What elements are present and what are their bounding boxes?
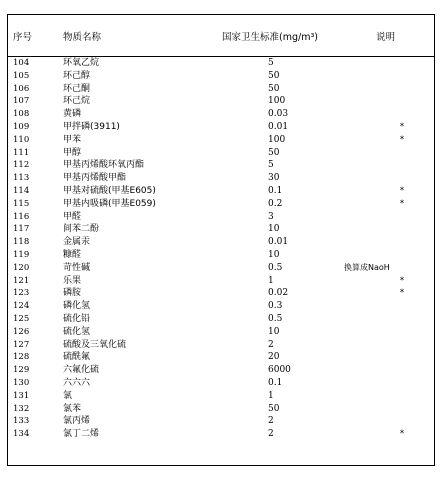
table-row bbox=[8, 313, 434, 326]
cell-substance-name: 甲基对硫酸(甲基E605) bbox=[63, 185, 156, 196]
table-row bbox=[8, 185, 434, 198]
cell-substance-name: 甲苯 bbox=[63, 134, 82, 145]
cell-serial-number: 126 bbox=[13, 326, 30, 337]
cell-standard-value: 1 bbox=[268, 275, 274, 286]
cell-note: * bbox=[399, 121, 405, 132]
cell-substance-name: 糠醛 bbox=[63, 249, 82, 260]
cell-substance-name: 氯苯 bbox=[63, 403, 82, 414]
cell-substance-name: 甲拌磷(3911) bbox=[63, 121, 120, 132]
cell-standard-value: 0.1 bbox=[268, 377, 283, 388]
table-row bbox=[8, 95, 434, 108]
cell-substance-name: 硫酰氟 bbox=[63, 352, 91, 363]
cell-standard-value: 5 bbox=[268, 58, 274, 68]
cell-standard-value: 0.01 bbox=[268, 121, 289, 132]
table-row bbox=[8, 262, 434, 275]
cell-standard-value: 0.03 bbox=[268, 109, 289, 120]
table-row bbox=[8, 159, 434, 172]
cell-note: * bbox=[399, 198, 405, 209]
cell-substance-name: 间苯二酚 bbox=[63, 224, 100, 235]
cell-standard-value: 50 bbox=[268, 70, 280, 81]
cell-substance-name: 甲醛 bbox=[63, 211, 82, 222]
cell-standard-value: 0.5 bbox=[268, 313, 283, 324]
header-notes: 说明 bbox=[376, 32, 396, 43]
cell-serial-number: 127 bbox=[13, 339, 30, 350]
cell-serial-number: 109 bbox=[13, 121, 30, 132]
table-row bbox=[8, 249, 434, 262]
table-row bbox=[8, 287, 434, 300]
cell-substance-name: 六氟化硫 bbox=[63, 365, 100, 376]
cell-serial-number: 111 bbox=[13, 147, 30, 158]
table-row bbox=[8, 390, 434, 403]
table-row bbox=[8, 364, 434, 377]
cell-note: * bbox=[399, 185, 405, 196]
table-row bbox=[8, 236, 434, 249]
cell-substance-name: 氯丙烯 bbox=[63, 416, 91, 427]
cell-substance-name: 六六六 bbox=[63, 377, 91, 388]
cell-standard-value: 0.2 bbox=[268, 198, 283, 209]
cell-substance-name: 环己酮 bbox=[63, 83, 91, 94]
cell-standard-value: 0.5 bbox=[268, 262, 283, 273]
cell-standard-value: 50 bbox=[268, 147, 280, 158]
cell-note: * bbox=[399, 275, 405, 286]
cell-substance-name: 苛性碱 bbox=[63, 262, 91, 273]
table-row bbox=[8, 83, 434, 96]
table-row bbox=[8, 108, 434, 121]
cell-serial-number: 124 bbox=[13, 301, 30, 312]
cell-substance-name: 环己醇 bbox=[63, 70, 91, 81]
cell-serial-number: 108 bbox=[13, 109, 30, 120]
cell-serial-number: 116 bbox=[13, 211, 30, 222]
cell-substance-name: 硫化氢 bbox=[63, 326, 91, 337]
table-row bbox=[8, 415, 434, 428]
table-header bbox=[8, 15, 434, 57]
header-substance-name: 物质名称 bbox=[63, 32, 102, 43]
cell-standard-value: 10 bbox=[268, 326, 280, 337]
cell-standard-value: 100 bbox=[268, 134, 286, 145]
cell-serial-number: 131 bbox=[13, 390, 30, 401]
cell-serial-number: 106 bbox=[13, 83, 30, 94]
cell-serial-number: 128 bbox=[13, 352, 30, 363]
table-row bbox=[8, 300, 434, 313]
table-row bbox=[8, 377, 434, 390]
table-row bbox=[8, 211, 434, 224]
table-row bbox=[8, 275, 434, 288]
table-row bbox=[8, 121, 434, 134]
cell-serial-number: 115 bbox=[13, 198, 30, 209]
cell-serial-number: 129 bbox=[13, 365, 30, 376]
cell-note: * bbox=[399, 134, 405, 145]
cell-standard-value: 0.3 bbox=[268, 301, 283, 312]
cell-substance-name: 甲基内吸磷(甲基E059) bbox=[63, 198, 156, 209]
cell-substance-name: 氯 bbox=[63, 390, 73, 401]
table-row bbox=[8, 147, 434, 160]
table-row bbox=[8, 403, 434, 416]
cell-standard-value: 10 bbox=[268, 249, 280, 260]
table-row bbox=[8, 326, 434, 339]
cell-substance-name: 硫酸及三氧化硫 bbox=[63, 339, 127, 350]
cell-substance-name: 甲基丙烯酸环氧丙酯 bbox=[63, 160, 145, 171]
cell-serial-number: 117 bbox=[13, 224, 30, 235]
cell-note: * bbox=[399, 429, 405, 440]
cell-serial-number: 123 bbox=[13, 288, 30, 299]
table-row bbox=[8, 428, 434, 441]
table-row bbox=[8, 70, 434, 83]
cell-serial-number: 125 bbox=[13, 313, 30, 324]
cell-substance-name: 氯丁二烯 bbox=[63, 429, 100, 440]
table-row bbox=[8, 339, 434, 352]
cell-substance-name: 乐果 bbox=[63, 275, 82, 286]
cell-note: * bbox=[399, 288, 405, 299]
cell-standard-value: 20 bbox=[268, 352, 280, 363]
cell-standard-value: 10 bbox=[268, 224, 280, 235]
cell-standard-value: 2 bbox=[268, 416, 274, 427]
cell-substance-name: 硫化铅 bbox=[63, 313, 91, 324]
cell-standard-value: 30 bbox=[268, 173, 280, 184]
table-row bbox=[8, 198, 434, 211]
cell-standard-value: 50 bbox=[268, 83, 280, 94]
cell-standard-value: 3 bbox=[268, 211, 274, 222]
cell-standard-value: 2 bbox=[268, 339, 274, 350]
header-serial-number: 序号 bbox=[13, 32, 33, 43]
cell-serial-number: 118 bbox=[13, 237, 30, 248]
cell-substance-name: 金属汞 bbox=[63, 237, 91, 248]
cell-serial-number: 132 bbox=[13, 403, 30, 414]
cell-substance-name: 甲醇 bbox=[63, 147, 82, 158]
cell-standard-value: 0.01 bbox=[268, 237, 289, 248]
cell-serial-number: 107 bbox=[13, 96, 30, 107]
cell-serial-number: 112 bbox=[13, 160, 30, 171]
cell-standard-value: 5 bbox=[268, 160, 274, 171]
cell-serial-number: 120 bbox=[13, 262, 30, 273]
table-row bbox=[8, 134, 434, 147]
standards-table bbox=[7, 14, 435, 466]
cell-substance-name: 环己烷 bbox=[63, 96, 91, 107]
table-body bbox=[8, 57, 434, 441]
cell-substance-name: 甲基丙烯酸甲酯 bbox=[63, 173, 127, 184]
cell-standard-value: 100 bbox=[268, 96, 286, 107]
table-row bbox=[8, 57, 434, 70]
cell-serial-number: 119 bbox=[13, 249, 30, 260]
cell-serial-number: 105 bbox=[13, 70, 30, 81]
cell-standard-value: 0.1 bbox=[268, 185, 283, 196]
cell-standard-value: 1 bbox=[268, 390, 274, 401]
table-row bbox=[8, 223, 434, 236]
cell-substance-name: 黄磷 bbox=[63, 109, 82, 120]
table-row bbox=[8, 172, 434, 185]
cell-standard-value: 6000 bbox=[268, 365, 291, 376]
cell-standard-value: 50 bbox=[268, 403, 280, 414]
header-national-standard: 国家卫生标准(mg/m³) bbox=[222, 32, 318, 43]
cell-substance-name: 磷化氢 bbox=[63, 301, 91, 312]
cell-serial-number: 104 bbox=[13, 58, 30, 68]
cell-serial-number: 113 bbox=[13, 173, 30, 184]
cell-serial-number: 134 bbox=[13, 429, 30, 440]
cell-standard-value: 2 bbox=[268, 429, 274, 440]
cell-note: 换算成NaoH bbox=[344, 262, 390, 272]
cell-serial-number: 130 bbox=[13, 377, 30, 388]
cell-serial-number: 121 bbox=[13, 275, 30, 286]
cell-serial-number: 110 bbox=[13, 134, 30, 145]
cell-substance-name: 环氧乙烷 bbox=[63, 58, 100, 68]
cell-substance-name: 磷胺 bbox=[63, 288, 82, 299]
cell-serial-number: 133 bbox=[13, 416, 30, 427]
cell-serial-number: 114 bbox=[13, 185, 30, 196]
cell-standard-value: 0.02 bbox=[268, 288, 289, 299]
table-row bbox=[8, 351, 434, 364]
